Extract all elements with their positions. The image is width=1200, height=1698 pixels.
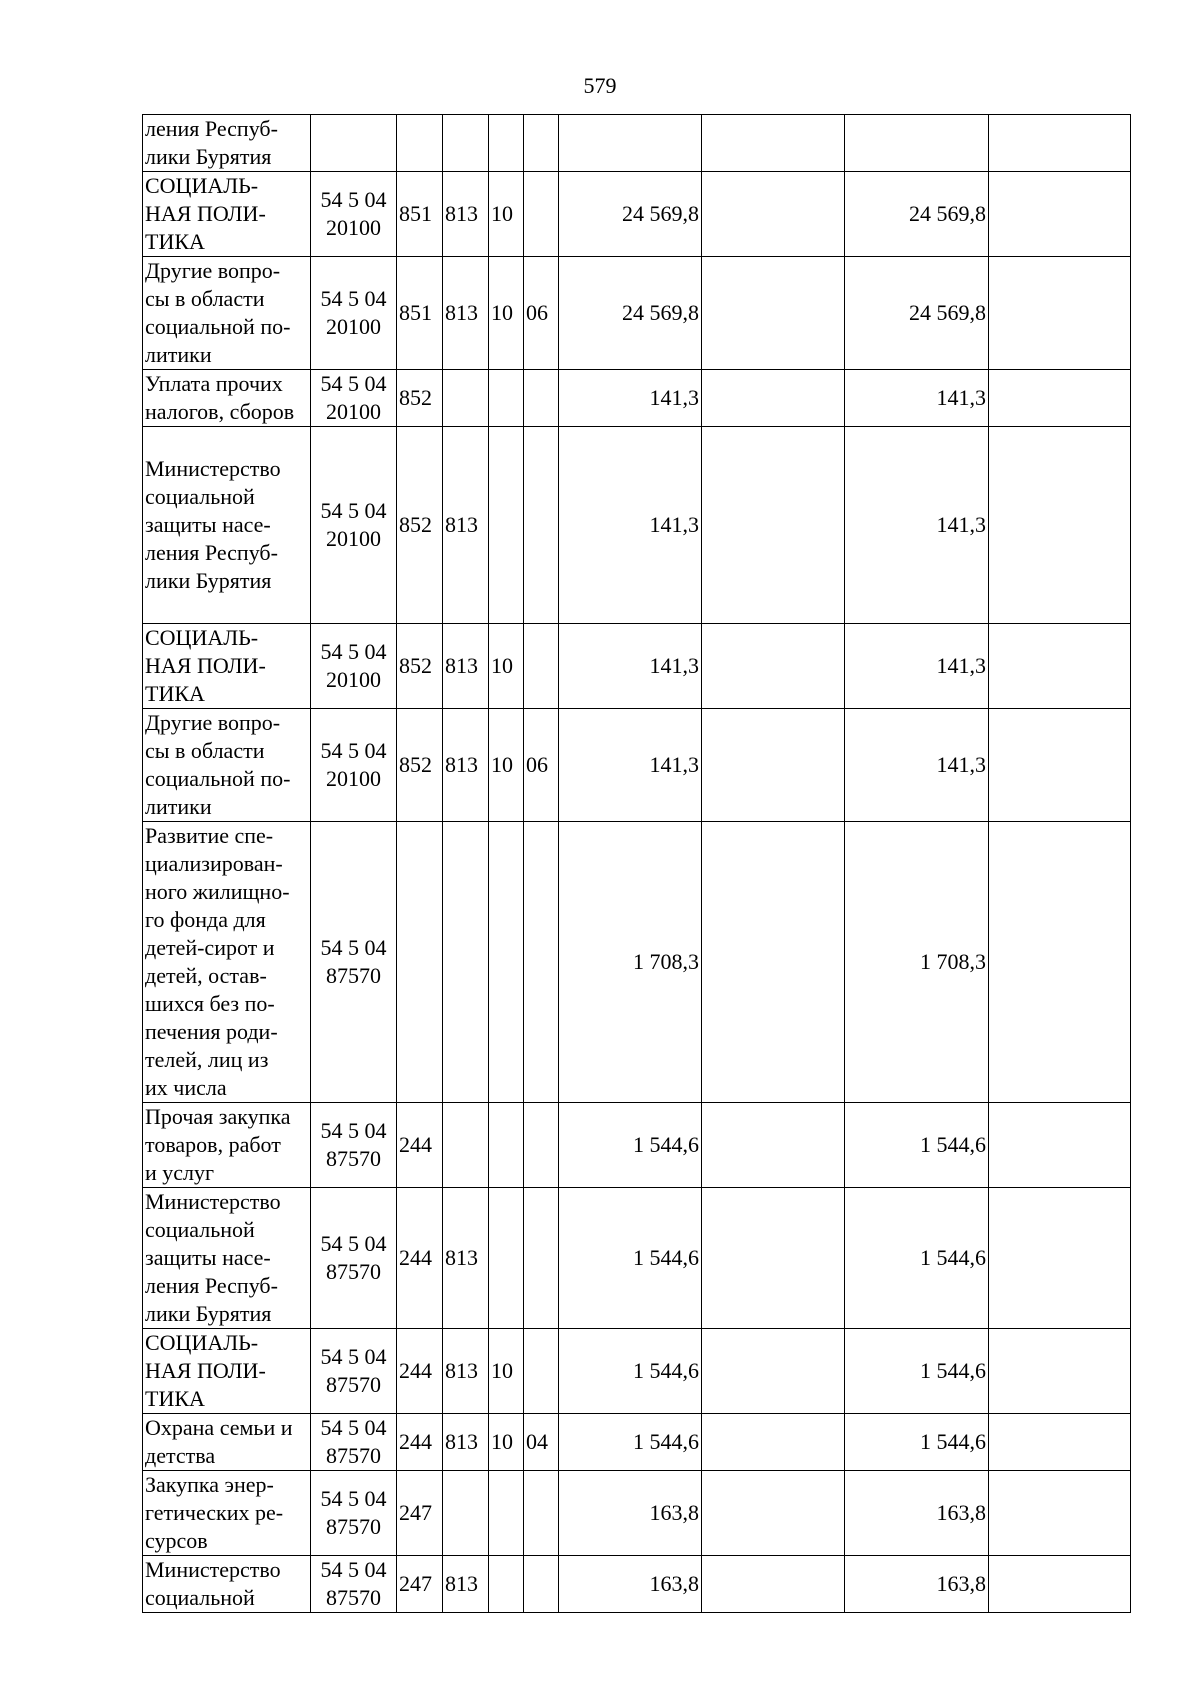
amount-1-cell	[559, 172, 702, 257]
section-text: 10	[491, 653, 513, 678]
item-name-cell	[143, 1103, 311, 1188]
table-row	[143, 427, 1131, 624]
target-article-cell	[311, 1188, 397, 1329]
section-cell	[489, 1414, 524, 1471]
expense-type-cell	[397, 624, 443, 709]
admin-code-text: 813	[445, 1429, 478, 1454]
admin-code-text: 813	[445, 1571, 478, 1596]
amount-4-cell	[989, 624, 1131, 709]
expense-type-cell	[397, 257, 443, 370]
table-row	[143, 115, 1131, 172]
item-name-text: Прочая закупка товаров, работ и услуг	[145, 1104, 291, 1185]
amount-1-text: 1 544,6	[633, 1132, 699, 1157]
amount-4-cell	[989, 822, 1131, 1103]
amount-3-cell	[845, 1471, 989, 1556]
table-row	[143, 1103, 1131, 1188]
table-row	[143, 1188, 1131, 1329]
target-article-text: 54 5 04 87570	[320, 1118, 387, 1171]
target-article-cell	[311, 624, 397, 709]
table-row	[143, 172, 1131, 257]
item-name-cell	[143, 822, 311, 1103]
section-cell	[489, 370, 524, 427]
amount-1-cell	[559, 370, 702, 427]
section-cell	[489, 172, 524, 257]
table-row	[143, 624, 1131, 709]
table-body	[143, 115, 1131, 1613]
amount-1-cell	[559, 1329, 702, 1414]
table-row	[143, 822, 1131, 1103]
expense-type-cell	[397, 427, 443, 624]
item-name-text: Охрана семьи и детства	[145, 1415, 293, 1468]
item-name-text: Развитие спе- циализирован- ного жилищно- го фонда для детей-сирот и детей, остав- шихся без по- печения роди- телей, лиц из их числа	[145, 823, 290, 1100]
amount-1-cell	[559, 624, 702, 709]
item-name-text: СОЦИАЛЬ- НАЯ ПОЛИ- ТИКА	[145, 173, 266, 254]
subsection-cell	[524, 1471, 559, 1556]
amount-1-cell	[559, 1471, 702, 1556]
expense-type-text: 244	[399, 1245, 432, 1270]
amount-1-text: 24 569,8	[622, 300, 699, 325]
subsection-text: 04	[526, 1429, 548, 1454]
section-cell	[489, 257, 524, 370]
admin-code-cell	[443, 257, 489, 370]
target-article-cell	[311, 370, 397, 427]
admin-code-cell	[443, 115, 489, 172]
target-article-text: 54 5 04 20100	[320, 187, 387, 240]
admin-code-text: 813	[445, 1358, 478, 1383]
amount-4-cell	[989, 1556, 1131, 1613]
expense-type-text: 852	[399, 752, 432, 777]
expense-type-cell	[397, 1556, 443, 1613]
amount-2-cell	[702, 822, 845, 1103]
table-row	[143, 370, 1131, 427]
expense-type-cell	[397, 1188, 443, 1329]
amount-1-text: 1 544,6	[633, 1358, 699, 1383]
item-name-cell	[143, 624, 311, 709]
amount-3-text: 1 544,6	[920, 1429, 986, 1454]
table-row	[143, 1556, 1131, 1613]
item-name-text: ления Респуб- лики Бурятия	[145, 116, 278, 169]
amount-2-cell	[702, 1556, 845, 1613]
amount-3-cell	[845, 427, 989, 624]
target-article-cell	[311, 1471, 397, 1556]
amount-3-cell	[845, 1103, 989, 1188]
expense-type-cell	[397, 1329, 443, 1414]
amount-2-cell	[702, 624, 845, 709]
item-name-cell	[143, 1329, 311, 1414]
amount-1-text: 141,3	[649, 385, 699, 410]
amount-3-cell	[845, 822, 989, 1103]
amount-3-text: 141,3	[936, 653, 986, 678]
section-text: 10	[491, 752, 513, 777]
admin-code-cell	[443, 172, 489, 257]
table-row	[143, 257, 1131, 370]
expense-type-text: 852	[399, 385, 432, 410]
amount-4-cell	[989, 172, 1131, 257]
target-article-cell	[311, 172, 397, 257]
target-article-cell	[311, 1103, 397, 1188]
item-name-text: Министерство социальной защиты насе- ления Респуб- лики Бурятия	[145, 1189, 281, 1326]
expense-type-text: 851	[399, 300, 432, 325]
subsection-cell	[524, 172, 559, 257]
amount-3-cell	[845, 257, 989, 370]
amount-1-cell	[559, 1103, 702, 1188]
amount-3-text: 1 544,6	[920, 1245, 986, 1270]
admin-code-cell	[443, 1103, 489, 1188]
admin-code-cell	[443, 1329, 489, 1414]
item-name-cell	[143, 1556, 311, 1613]
section-cell	[489, 1329, 524, 1414]
target-article-text: 54 5 04 87570	[320, 1231, 387, 1284]
target-article-cell	[311, 709, 397, 822]
amount-1-cell	[559, 1188, 702, 1329]
amount-3-text: 163,8	[936, 1571, 986, 1596]
section-cell	[489, 709, 524, 822]
amount-2-cell	[702, 172, 845, 257]
section-cell	[489, 427, 524, 624]
target-article-text: 54 5 04 87570	[320, 935, 387, 988]
subsection-cell	[524, 1103, 559, 1188]
item-name-text: СОЦИАЛЬ- НАЯ ПОЛИ- ТИКА	[145, 625, 266, 706]
target-article-cell	[311, 257, 397, 370]
subsection-cell	[524, 1414, 559, 1471]
admin-code-text: 813	[445, 300, 478, 325]
expense-type-cell	[397, 115, 443, 172]
subsection-cell	[524, 1556, 559, 1613]
item-name-cell	[143, 172, 311, 257]
amount-3-text: 1 708,3	[920, 949, 986, 974]
expense-type-text: 851	[399, 201, 432, 226]
item-name-text: Уплата прочих налогов, сборов	[145, 371, 295, 424]
expense-type-text: 244	[399, 1429, 432, 1454]
amount-4-cell	[989, 1329, 1131, 1414]
amount-2-cell	[702, 1188, 845, 1329]
admin-code-cell	[443, 624, 489, 709]
admin-code-text: 813	[445, 752, 478, 777]
amount-3-text: 141,3	[936, 385, 986, 410]
section-cell	[489, 115, 524, 172]
amount-4-cell	[989, 115, 1131, 172]
target-article-text: 54 5 04 20100	[320, 498, 387, 551]
item-name-text: Министерство социальной защиты насе- ления Респуб- лики Бурятия	[145, 456, 281, 593]
expense-type-cell	[397, 709, 443, 822]
item-name-cell	[143, 257, 311, 370]
amount-4-cell	[989, 370, 1131, 427]
target-article-cell	[311, 1329, 397, 1414]
amount-3-cell	[845, 1329, 989, 1414]
amount-4-cell	[989, 257, 1131, 370]
amount-1-text: 163,8	[649, 1571, 699, 1596]
subsection-cell	[524, 257, 559, 370]
target-article-text: 54 5 04 87570	[320, 1486, 387, 1539]
amount-2-cell	[702, 115, 845, 172]
section-cell	[489, 822, 524, 1103]
item-name-text: Закупка энер- гетических ре- сурсов	[145, 1472, 284, 1553]
budget-table	[142, 114, 1131, 1613]
amount-3-text: 141,3	[936, 512, 986, 537]
amount-1-cell	[559, 427, 702, 624]
table-row	[143, 1329, 1131, 1414]
target-article-text: 54 5 04 20100	[320, 738, 387, 791]
amount-2-cell	[702, 1329, 845, 1414]
amount-3-cell	[845, 1414, 989, 1471]
expense-type-cell	[397, 822, 443, 1103]
amount-1-cell	[559, 822, 702, 1103]
item-name-cell	[143, 1188, 311, 1329]
expense-type-cell	[397, 172, 443, 257]
target-article-cell	[311, 115, 397, 172]
amount-2-cell	[702, 370, 845, 427]
amount-2-cell	[702, 709, 845, 822]
table-row	[143, 1414, 1131, 1471]
section-text: 10	[491, 1429, 513, 1454]
amount-2-cell	[702, 1103, 845, 1188]
section-cell	[489, 1103, 524, 1188]
admin-code-cell	[443, 1188, 489, 1329]
amount-1-text: 24 569,8	[622, 201, 699, 226]
amount-3-cell	[845, 1556, 989, 1613]
amount-3-cell	[845, 1188, 989, 1329]
subsection-cell	[524, 624, 559, 709]
amount-4-cell	[989, 1188, 1131, 1329]
amount-4-cell	[989, 1471, 1131, 1556]
target-article-text: 54 5 04 20100	[320, 639, 387, 692]
target-article-cell	[311, 427, 397, 624]
section-text: 10	[491, 300, 513, 325]
expense-type-cell	[397, 1471, 443, 1556]
expense-type-text: 852	[399, 653, 432, 678]
target-article-text: 54 5 04 20100	[320, 286, 387, 339]
admin-code-cell	[443, 1471, 489, 1556]
subsection-cell	[524, 115, 559, 172]
item-name-text: Другие вопро- сы в области социальной по- литики	[145, 710, 291, 819]
amount-2-cell	[702, 257, 845, 370]
item-name-cell	[143, 427, 311, 624]
target-article-cell	[311, 1414, 397, 1471]
expense-type-cell	[397, 1103, 443, 1188]
expense-type-cell	[397, 370, 443, 427]
item-name-text: Другие вопро- сы в области социальной по- литики	[145, 258, 291, 367]
item-name-cell	[143, 370, 311, 427]
table-row	[143, 709, 1131, 822]
amount-1-text: 1 544,6	[633, 1245, 699, 1270]
item-name-cell	[143, 709, 311, 822]
amount-1-cell	[559, 257, 702, 370]
target-article-text: 54 5 04 20100	[320, 371, 387, 424]
expense-type-text: 247	[399, 1571, 432, 1596]
section-text: 10	[491, 1358, 513, 1383]
amount-4-cell	[989, 709, 1131, 822]
section-cell	[489, 1188, 524, 1329]
amount-3-text: 141,3	[936, 752, 986, 777]
amount-3-cell	[845, 370, 989, 427]
amount-1-text: 163,8	[649, 1500, 699, 1525]
target-article-cell	[311, 1556, 397, 1613]
expense-type-text: 244	[399, 1132, 432, 1157]
amount-1-text: 141,3	[649, 512, 699, 537]
subsection-cell	[524, 1188, 559, 1329]
amount-4-cell	[989, 427, 1131, 624]
admin-code-cell	[443, 822, 489, 1103]
item-name-cell	[143, 115, 311, 172]
item-name-cell	[143, 1471, 311, 1556]
amount-3-text: 24 569,8	[909, 201, 986, 226]
section-text: 10	[491, 201, 513, 226]
admin-code-cell	[443, 709, 489, 822]
item-name-cell	[143, 1414, 311, 1471]
subsection-cell	[524, 1329, 559, 1414]
section-cell	[489, 624, 524, 709]
section-cell	[489, 1556, 524, 1613]
amount-3-text: 1 544,6	[920, 1132, 986, 1157]
admin-code-cell	[443, 370, 489, 427]
target-article-text: 54 5 04 87570	[320, 1557, 387, 1610]
admin-code-cell	[443, 427, 489, 624]
amount-3-text: 163,8	[936, 1500, 986, 1525]
expense-type-text: 247	[399, 1500, 432, 1525]
expense-type-text: 244	[399, 1358, 432, 1383]
amount-1-cell	[559, 1556, 702, 1613]
amount-4-cell	[989, 1414, 1131, 1471]
amount-3-text: 24 569,8	[909, 300, 986, 325]
admin-code-text: 813	[445, 201, 478, 226]
subsection-cell	[524, 427, 559, 624]
subsection-cell	[524, 709, 559, 822]
item-name-text: СОЦИАЛЬ- НАЯ ПОЛИ- ТИКА	[145, 1330, 266, 1411]
amount-3-cell	[845, 115, 989, 172]
amount-1-cell	[559, 709, 702, 822]
amount-1-cell	[559, 115, 702, 172]
expense-type-text: 852	[399, 512, 432, 537]
item-name-text: Министерство социальной	[145, 1557, 281, 1610]
page-number: 579	[583, 73, 617, 98]
admin-code-cell	[443, 1414, 489, 1471]
target-article-cell	[311, 822, 397, 1103]
table-row	[143, 1471, 1131, 1556]
subsection-cell	[524, 370, 559, 427]
admin-code-cell	[443, 1556, 489, 1613]
subsection-text: 06	[526, 752, 548, 777]
amount-3-text: 1 544,6	[920, 1358, 986, 1383]
amount-2-cell	[702, 1414, 845, 1471]
admin-code-text: 813	[445, 512, 478, 537]
amount-1-text: 141,3	[649, 653, 699, 678]
subsection-text: 06	[526, 300, 548, 325]
target-article-text: 54 5 04 87570	[320, 1415, 387, 1468]
admin-code-text: 813	[445, 1245, 478, 1270]
amount-1-cell	[559, 1414, 702, 1471]
amount-1-text: 1 544,6	[633, 1429, 699, 1454]
amount-4-cell	[989, 1103, 1131, 1188]
expense-type-cell	[397, 1414, 443, 1471]
target-article-text: 54 5 04 87570	[320, 1344, 387, 1397]
amount-2-cell	[702, 427, 845, 624]
amount-2-cell	[702, 1471, 845, 1556]
subsection-cell	[524, 822, 559, 1103]
amount-3-cell	[845, 624, 989, 709]
section-cell	[489, 1471, 524, 1556]
amount-3-cell	[845, 172, 989, 257]
amount-1-text: 1 708,3	[633, 949, 699, 974]
amount-1-text: 141,3	[649, 752, 699, 777]
amount-3-cell	[845, 709, 989, 822]
admin-code-text: 813	[445, 653, 478, 678]
